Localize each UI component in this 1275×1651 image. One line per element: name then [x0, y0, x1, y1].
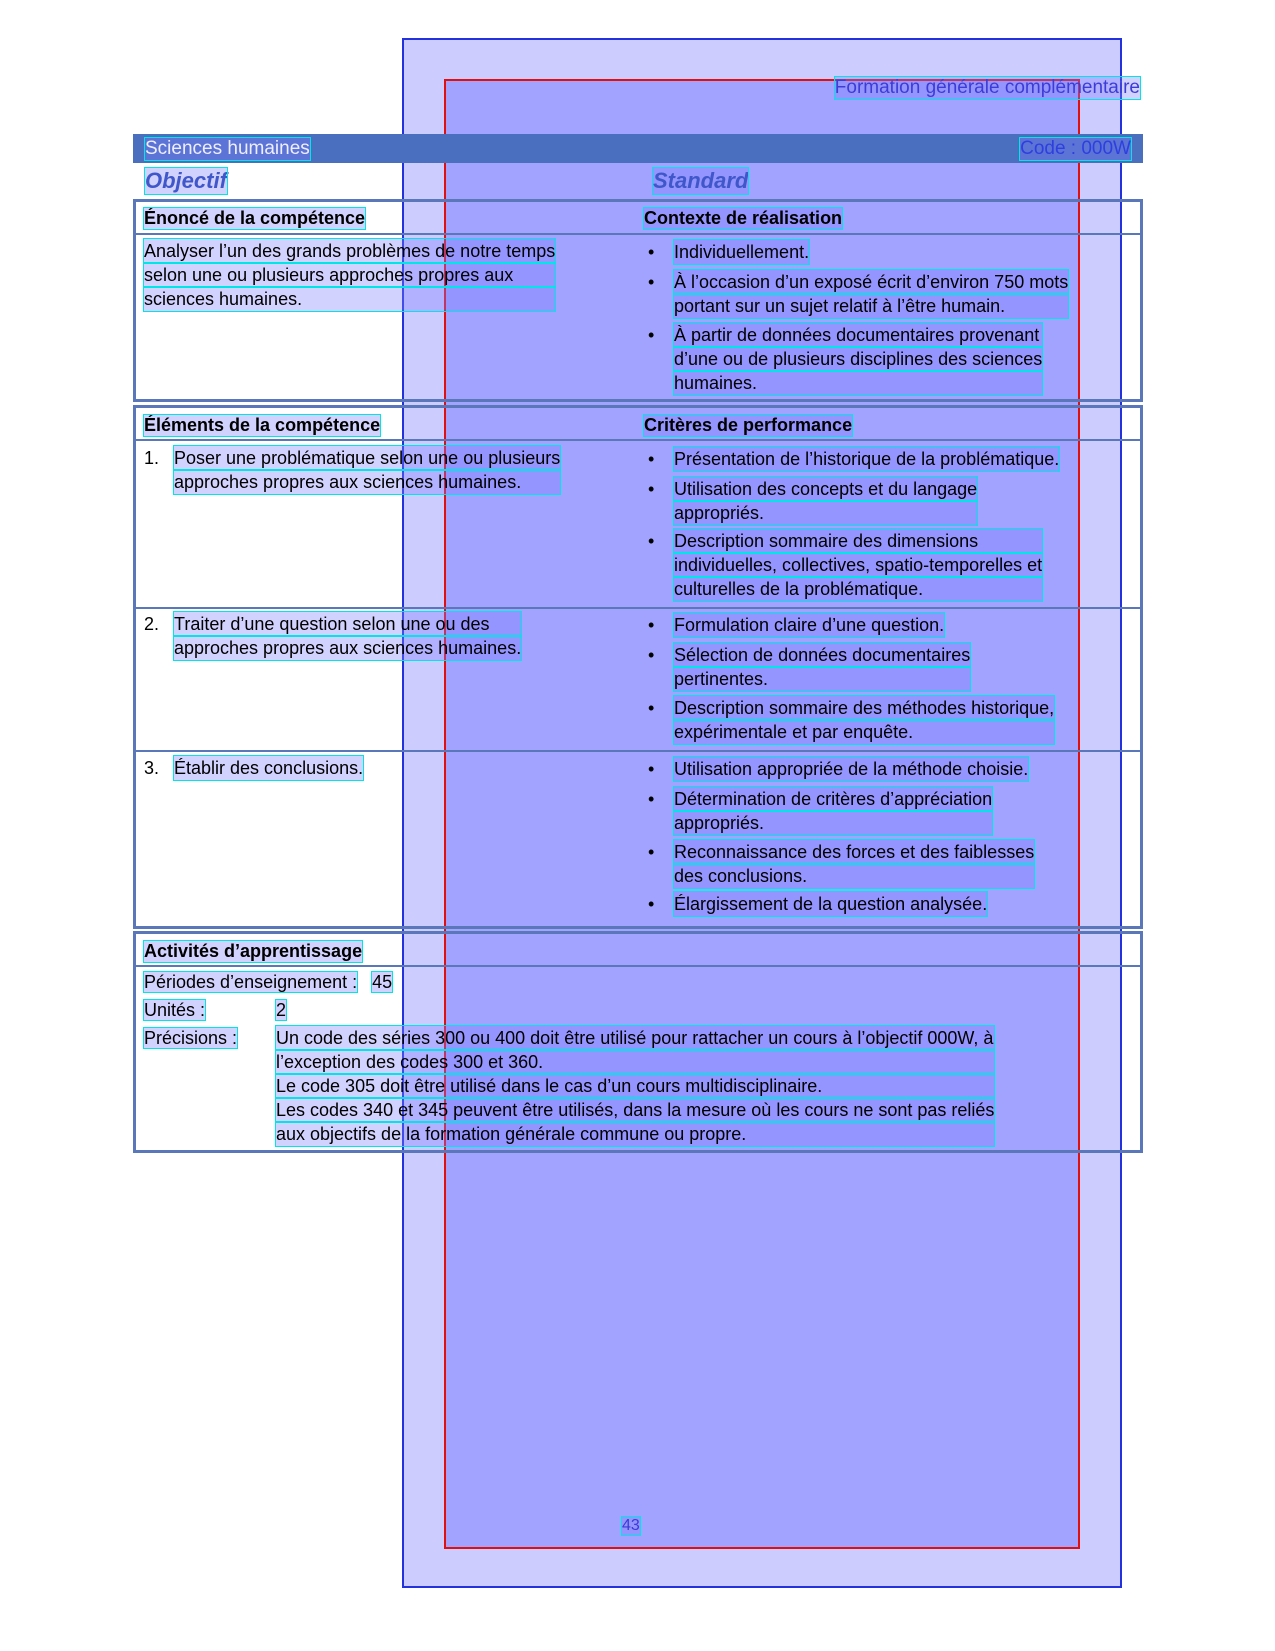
- precisions-label: [144, 1026, 237, 1050]
- bullet-icon: •: [648, 531, 655, 551]
- bullet-line: Sélection de données documentaires: [674, 645, 971, 665]
- criterion-bullet: [648, 447, 1060, 471]
- bullet-line: portant sur un sujet relatif à l’être humain.: [674, 294, 1068, 318]
- element-item: [144, 756, 364, 780]
- element-line: Traiter d’une question selon une ou des: [174, 612, 521, 636]
- element-line: Établir des conclusions.: [174, 758, 364, 778]
- bullet-line: Individuellement.: [674, 242, 810, 262]
- bullet-line: des conclusions.: [674, 864, 1034, 888]
- bullet-icon: •: [648, 615, 655, 635]
- criterion-bullet: [648, 696, 1055, 744]
- precisions-line: Un code des séries 300 ou 400 doit être utilisé pour rattacher un cours à l’objectif 000W, à: [276, 1028, 994, 1048]
- element-line: approches propres aux sciences humaines.: [174, 470, 560, 494]
- element-item: [144, 612, 522, 660]
- criterion-bullet: [648, 840, 1035, 888]
- periodes-label: Périodes d’enseignement :: [144, 972, 358, 992]
- criterion-bullet: [648, 529, 1043, 601]
- precisions-text: [276, 1026, 994, 1146]
- bullet-line: expérimentale et par enquête.: [674, 720, 1054, 744]
- unites-value-text: 2: [276, 1000, 287, 1020]
- bullet-line: Description sommaire des méthodes historique,: [674, 698, 1055, 718]
- divider: [136, 965, 1140, 967]
- criterion-bullet: [648, 892, 988, 916]
- bullet-icon: •: [648, 698, 655, 718]
- bullet-line: Utilisation appropriée de la méthode choisie.: [674, 759, 1029, 779]
- element-item: [144, 446, 561, 494]
- precisions-line: Le code 305 doit être utilisé dans le cas d’un cours multidisciplinaire.: [276, 1074, 994, 1098]
- course-code: Code : 000W: [1020, 137, 1131, 159]
- precisions-label-text: Précisions :: [144, 1028, 238, 1048]
- elements-box: [133, 405, 1143, 929]
- bullet-line: appropriés.: [674, 811, 992, 835]
- divider: [136, 233, 1140, 235]
- enonce-box: [133, 199, 1143, 402]
- contexte-bullet: [648, 323, 1043, 395]
- precisions-line: aux objectifs de la formation générale commune ou propre.: [276, 1122, 994, 1146]
- divider: [136, 439, 1140, 441]
- element-number: 1.: [144, 448, 160, 468]
- bullet-line: humaines.: [674, 371, 1042, 395]
- discipline-bar: [133, 134, 1143, 163]
- bullet-icon: •: [648, 894, 655, 914]
- element-number: 2.: [144, 614, 160, 634]
- precisions-line: l’exception des codes 300 et 360.: [276, 1050, 994, 1074]
- bullet-line: À partir de données documentaires provenant: [674, 323, 1042, 347]
- bullet-icon: •: [648, 759, 655, 779]
- bullet-line: d’une ou de plusieurs disciplines des sciences: [674, 349, 1043, 369]
- bullet-icon: •: [648, 325, 655, 345]
- bullet-line: pertinentes.: [674, 667, 970, 691]
- enonce-text: [144, 239, 555, 311]
- bullet-line: appropriés.: [674, 501, 977, 525]
- criterion-bullet: [648, 787, 993, 835]
- bullet-line: Présentation de l’historique de la problématique.: [674, 449, 1060, 469]
- bullet-line: Élargissement de la question analysée.: [674, 894, 988, 914]
- element-line: Poser une problématique selon une ou plusieurs: [174, 448, 561, 468]
- bullet-line: Utilisation des concepts et du langage: [674, 479, 978, 499]
- enonce-line: Analyser l’un des grands problèmes de notre temps: [144, 241, 556, 261]
- bullet-icon: •: [648, 449, 655, 469]
- bullet-line: culturelles de la problématique.: [674, 577, 1042, 601]
- contexte-bullet: [648, 270, 1069, 318]
- bullet-icon: •: [648, 479, 655, 499]
- criterion-bullet: [648, 477, 978, 525]
- objectif-title: Objectif: [145, 168, 227, 193]
- bullet-icon: •: [648, 842, 655, 862]
- bullet-icon: •: [648, 645, 655, 665]
- element-number: 3.: [144, 758, 160, 778]
- unites-value: [276, 998, 286, 1022]
- bullet-line: Description sommaire des dimensions: [674, 529, 1042, 553]
- activites-label: Activités d’apprentissage: [144, 941, 363, 961]
- enonce-label: Énoncé de la compétence: [144, 208, 366, 228]
- unites-label-text: Unités :: [144, 1000, 206, 1020]
- divider: [136, 607, 1140, 609]
- divider: [136, 750, 1140, 752]
- bullet-icon: •: [648, 272, 655, 292]
- page-number: 43: [622, 1517, 640, 1534]
- section-titles: [143, 168, 1143, 194]
- element-line: approches propres aux sciences humaines.: [174, 638, 522, 658]
- bullet-line: Reconnaissance des forces et des faiblesses: [674, 842, 1035, 862]
- activites-box: [133, 931, 1143, 1153]
- contexte-bullet: [648, 240, 810, 264]
- standard-title: Standard: [653, 168, 749, 193]
- enonce-line: selon une ou plusieurs approches propres aux: [144, 263, 555, 287]
- criterion-bullet: [648, 643, 971, 691]
- periodes-value: 45: [372, 972, 393, 992]
- precisions-line: Les codes 340 et 345 peuvent être utilisés, dans la mesure où les cours ne sont pas reliés: [276, 1100, 995, 1120]
- series-title: Formation générale complémentaire: [834, 77, 1140, 98]
- bullet-icon: •: [648, 789, 655, 809]
- bullet-line: individuelles, collectives, spatio-temporelles et: [674, 555, 1043, 575]
- discipline-title: Sciences humaines: [145, 137, 310, 159]
- bullet-line: Formulation claire d’une question.: [674, 615, 945, 635]
- elements-label: Éléments de la compétence: [144, 415, 381, 435]
- bullet-icon: •: [648, 242, 655, 262]
- enonce-line: sciences humaines.: [144, 287, 555, 311]
- contexte-label: Contexte de réalisation: [644, 208, 843, 228]
- unites-label: [144, 998, 205, 1022]
- bullet-line: À l’occasion d’un exposé écrit d’environ 750 mots: [674, 272, 1069, 292]
- criterion-bullet: [648, 613, 945, 637]
- bullet-line: Détermination de critères d’appréciation: [674, 789, 993, 809]
- criteres-label: Critères de performance: [644, 415, 853, 435]
- periodes-row: [144, 970, 392, 994]
- criterion-bullet: [648, 757, 1029, 781]
